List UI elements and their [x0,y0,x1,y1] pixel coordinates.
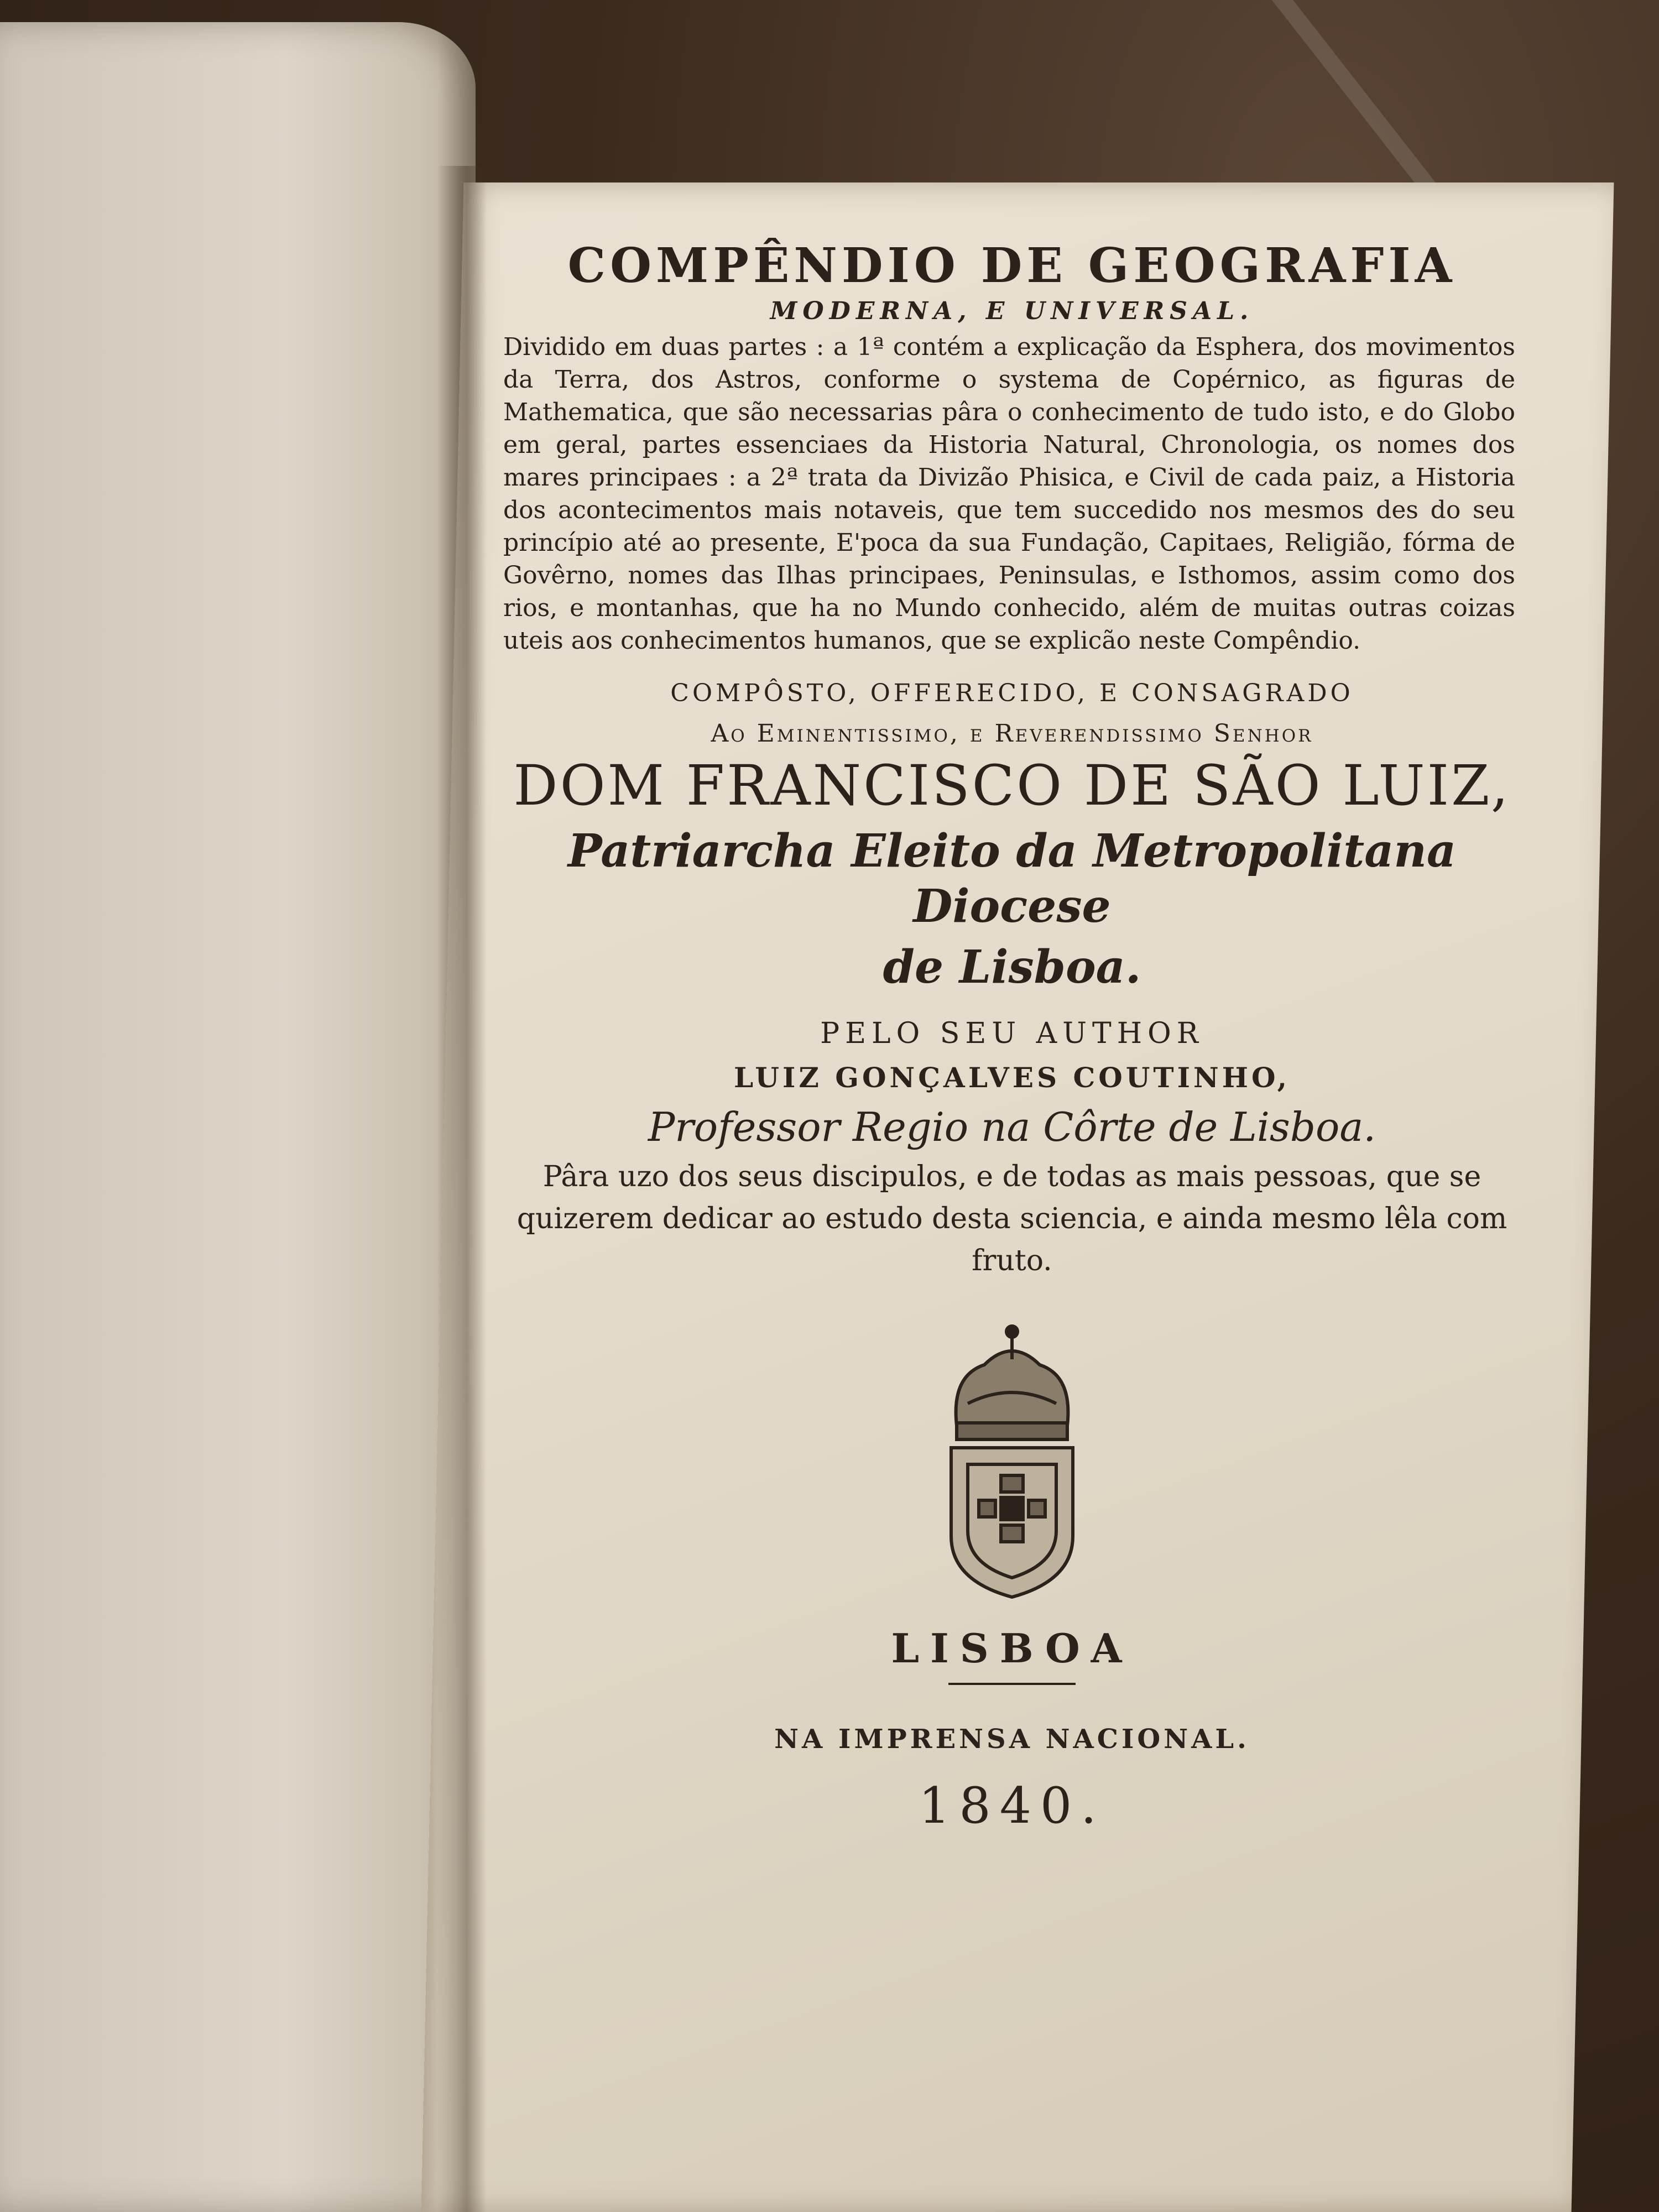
patriarch-line-1: Patriarcha Eleito da Metropolitana Diocese [567,825,1457,933]
book-title: COMPÊNDIO DE GEOGRAFIA [567,238,1457,294]
book-description: Dividido em duas partes : a 1ª contém a explicação da Esphera, dos movimentos da Terra, dos Astros, conforme o systema de Copérnico, as figuras de Mathematica, que são necessarias pâra o conhecimento de tudo isto, e do Globo em geral, partes essenciaes da Historia Natural, Chronologia, os nomes dos mares principaes : a 2ª trata da Divizão Phisica, e Civil de cada paiz, a Historia dos acontecimentos mais notaveis, que tem succedido nos mesmos des do seu princípio até ao presente, E'poca da sua Fundação, Capitaes, Religião, fórma de Govêrno, nomes das Ilhas principaes, Peninsulas, e Isthomos, assim como dos rios, e montanhas, que ha no Mundo conhecido, além de muitas outras coizas uteis aos conhecimentos humanos, que se explicão neste Compêndio. [503,333,1515,655]
left-blank-page [0,22,476,2212]
divider-rule [948,1683,1076,1685]
by-author-line: PELO SEU AUTHOR [820,1017,1204,1050]
royal-coat-of-arms-icon [935,1315,1089,1603]
patriarch-line-2: de Lisboa. [883,941,1141,994]
printer-line: NA IMPRENSA NACIONAL. [774,1724,1250,1755]
dedication-line: Ao Eminentissimo, e Reverendissimo Senhor [711,719,1313,748]
publication-city: LISBOA [891,1625,1133,1672]
author-title: Professor Regio na Côrte de Lisboa. [648,1104,1376,1150]
composto-line: COMPÔSTO, OFFERECIDO, E CONSAGRADO [670,679,1354,707]
book-gutter [437,166,487,2212]
publication-year: 1840. [919,1777,1105,1835]
author-name: LUIZ GONÇALVES COUTINHO, [733,1061,1291,1094]
title-page-text [487,216,1537,1835]
dedicatee-name: DOM FRANCISCO DE SÃO LUIZ, [513,753,1511,818]
purpose-statement: Pâra uzo dos seus discipulos, e de todas as mais pessoas, que se quizerem dedicar ao estudo desta sciencia, e ainda mesmo lêla com fruto. [517,1160,1507,1277]
book-subtitle: MODERNA, E UNIVERSAL. [770,297,1254,325]
